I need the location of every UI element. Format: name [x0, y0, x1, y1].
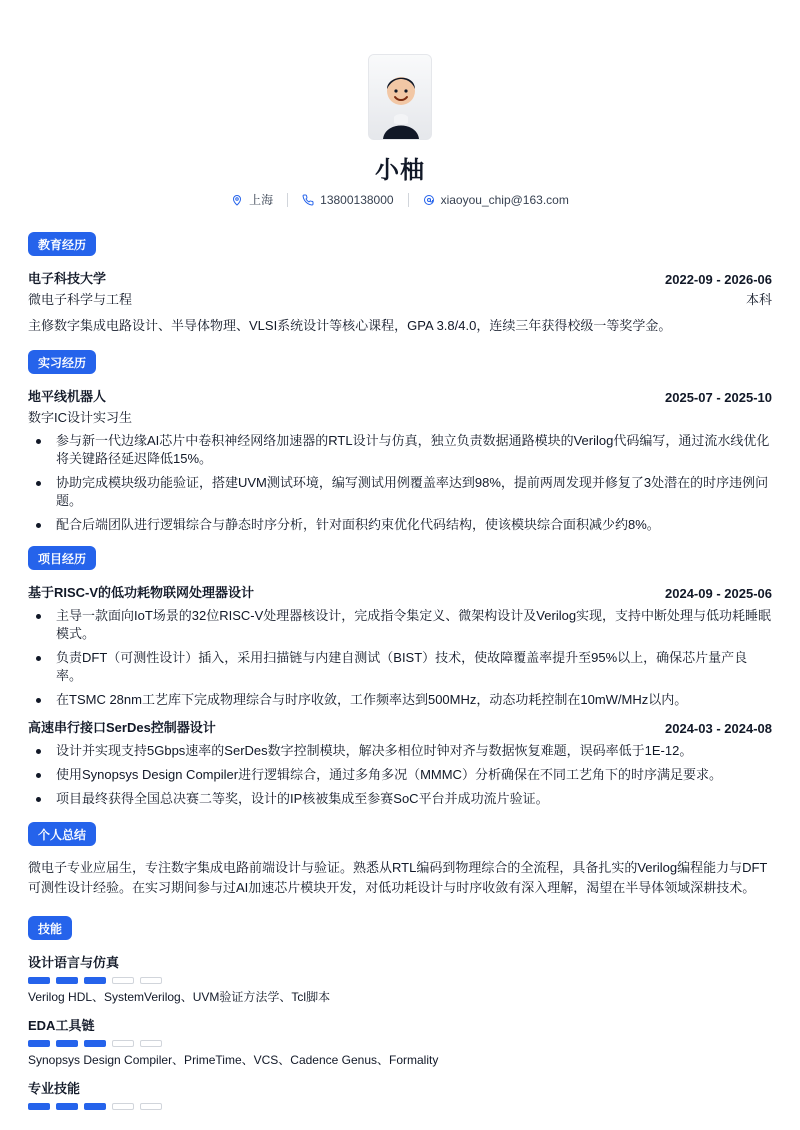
skill-level-bar — [140, 977, 162, 984]
project-bullet: 主导一款面向IoT场景的32位RISC-V处理器核设计，完成指令集定义、微架构设计及Verilog实现，支持中断处理与低功耗睡眠模式。 — [28, 607, 772, 643]
candidate-name: 小柚 — [375, 157, 425, 184]
contact-divider — [408, 193, 409, 207]
skill-title: 设计语言与仿真 — [28, 955, 120, 970]
internship-bullet: 协助完成模块级功能验证，搭建UVM测试环境，编写测试用例覆盖率达到98%，提前两周发现并修复了3处潜在的时序违例问题。 — [28, 474, 772, 510]
project-date: 2024-03 - 2024-08 — [665, 721, 772, 736]
education-section — [28, 232, 772, 336]
education-date: 2022-09 - 2026-06 — [665, 272, 772, 287]
education-major: 微电子科学与工程 — [28, 292, 133, 307]
project-entry — [28, 717, 772, 808]
projects-section-tag: 项目经历 — [28, 546, 96, 570]
skills-section-tag: 技能 — [28, 916, 72, 940]
project-row — [28, 717, 772, 736]
skill-level-bar — [112, 977, 134, 984]
internship-bullet: 参与新一代边缘AI芯片中卷积神经网络加速器的RTL设计与仿真，独立负责数据通路模块的Verilog代码编写，通过流水线优化将关键路径延迟降低15%。 — [28, 432, 772, 468]
skill-level-bar — [56, 1103, 78, 1110]
internship-company: 地平线机器人 — [28, 389, 107, 404]
internship-date: 2025-07 - 2025-10 — [665, 390, 772, 405]
education-description: 主修数字集成电路设计、半导体物理、VLSI系统设计等核心课程，GPA 3.8/4.0，连续三年获得校级一等奖学金。 — [28, 318, 672, 333]
contact-location — [231, 191, 273, 208]
skills-section — [28, 916, 772, 1110]
education-row-1 — [28, 268, 772, 287]
education-entry — [28, 268, 772, 336]
location-icon — [231, 194, 243, 206]
project-bullet: 设计并实现支持5Gbps速率的SerDes数字控制模块，解决多相位时钟对齐与数据恢复难题，误码率低于1E-12。 — [28, 742, 772, 760]
contact-divider — [287, 193, 288, 207]
skill-level-bar — [28, 1040, 50, 1047]
skill-item — [28, 1015, 772, 1068]
project-bullets — [28, 742, 772, 808]
skill-level-bar — [84, 1040, 106, 1047]
project-entry — [28, 582, 772, 709]
skill-level-bar — [112, 1103, 134, 1110]
summary-text: 微电子专业应届生，专注数字集成电路前端设计与验证。熟悉从RTL编码到物理综合的全流程，具备扎实的Verilog编程能力与DFT可测性设计经验。在实习期间参与过AI加速芯片模块开发，对低功耗设计与时序收敛有深入理解，渴望在半导体领域深耕技术。 — [28, 860, 768, 895]
skill-level-bar — [84, 977, 106, 984]
summary-section — [28, 822, 772, 898]
skill-level-bars — [28, 1040, 772, 1047]
skill-level-bar — [28, 1103, 50, 1110]
projects-section — [28, 546, 772, 808]
project-bullets — [28, 607, 772, 709]
phone-text: 13800138000 — [320, 192, 394, 207]
skill-level-bar — [112, 1040, 134, 1047]
profile-photo — [368, 54, 432, 140]
education-section-tag: 教育经历 — [28, 232, 96, 256]
skill-level-bars — [28, 1103, 772, 1110]
project-bullet: 负责DFT（可测性设计）插入，采用扫描链与内建自测试（BIST）技术，使故障覆盖率提升至95%以上，确保芯片量产良率。 — [28, 649, 772, 685]
education-school: 电子科技大学 — [28, 271, 107, 286]
internship-bullet: 配合后端团队进行逻辑综合与静态时序分析，针对面积约束优化代码结构，使该模块综合面积减少约8%。 — [28, 516, 772, 534]
contact-email[interactable] — [423, 193, 569, 207]
email-icon — [423, 194, 435, 206]
contact-phone[interactable] — [302, 193, 393, 207]
skill-level-bar — [28, 977, 50, 984]
project-title: 高速串行接口SerDes控制器设计 — [28, 720, 216, 735]
project-date: 2024-09 - 2025-06 — [665, 586, 772, 601]
skill-level-bars — [28, 977, 772, 984]
project-bullet: 项目最终获得全国总决赛二等奖，设计的IP核被集成至参赛SoC平台并成功流片验证。 — [28, 790, 772, 808]
skill-level-bar — [140, 1103, 162, 1110]
internship-section — [28, 350, 772, 534]
skill-title: EDA工具链 — [28, 1018, 95, 1033]
internship-entry — [28, 386, 772, 534]
skill-title: 专业技能 — [28, 1081, 81, 1096]
internship-section-tag: 实习经历 — [28, 350, 96, 374]
contact-row — [231, 191, 569, 208]
education-degree: 本科 — [745, 292, 772, 307]
internship-role: 数字IC设计实习生 — [28, 410, 133, 425]
skill-item — [28, 1078, 772, 1110]
internship-bullets — [28, 432, 772, 534]
project-bullet: 在TSMC 28nm工艺库下完成物理综合与时序收敛，工作频率达到500MHz，动态功耗控制在10mW/MHz以内。 — [28, 691, 772, 709]
skill-level-bar — [84, 1103, 106, 1110]
skill-description: Verilog HDL、SystemVerilog、UVM验证方法学、Tcl脚本 — [28, 990, 331, 1004]
skill-description: Synopsys Design Compiler、PrimeTime、VCS、Cadence Genus、Formality — [28, 1053, 439, 1067]
skill-level-bar — [56, 977, 78, 984]
skill-level-bar — [140, 1040, 162, 1047]
internship-row-1 — [28, 386, 772, 405]
phone-icon — [302, 194, 314, 206]
profile-photo-illustration — [369, 55, 432, 140]
summary-section-tag: 个人总结 — [28, 822, 96, 846]
project-bullet: 使用Synopsys Design Compiler进行逻辑综合，通过多角多况（MMMC）分析确保在不同工艺角下的时序满足要求。 — [28, 766, 772, 784]
email-text: xiaoyou_chip@163.com — [440, 192, 569, 207]
resume-header — [28, 54, 772, 226]
project-title: 基于RISC-V的低功耗物联网处理器设计 — [28, 585, 255, 600]
project-row — [28, 582, 772, 601]
skill-item — [28, 952, 772, 1005]
skill-level-bar — [56, 1040, 78, 1047]
education-row-2 — [28, 287, 772, 308]
location-text: 上海 — [249, 193, 274, 207]
